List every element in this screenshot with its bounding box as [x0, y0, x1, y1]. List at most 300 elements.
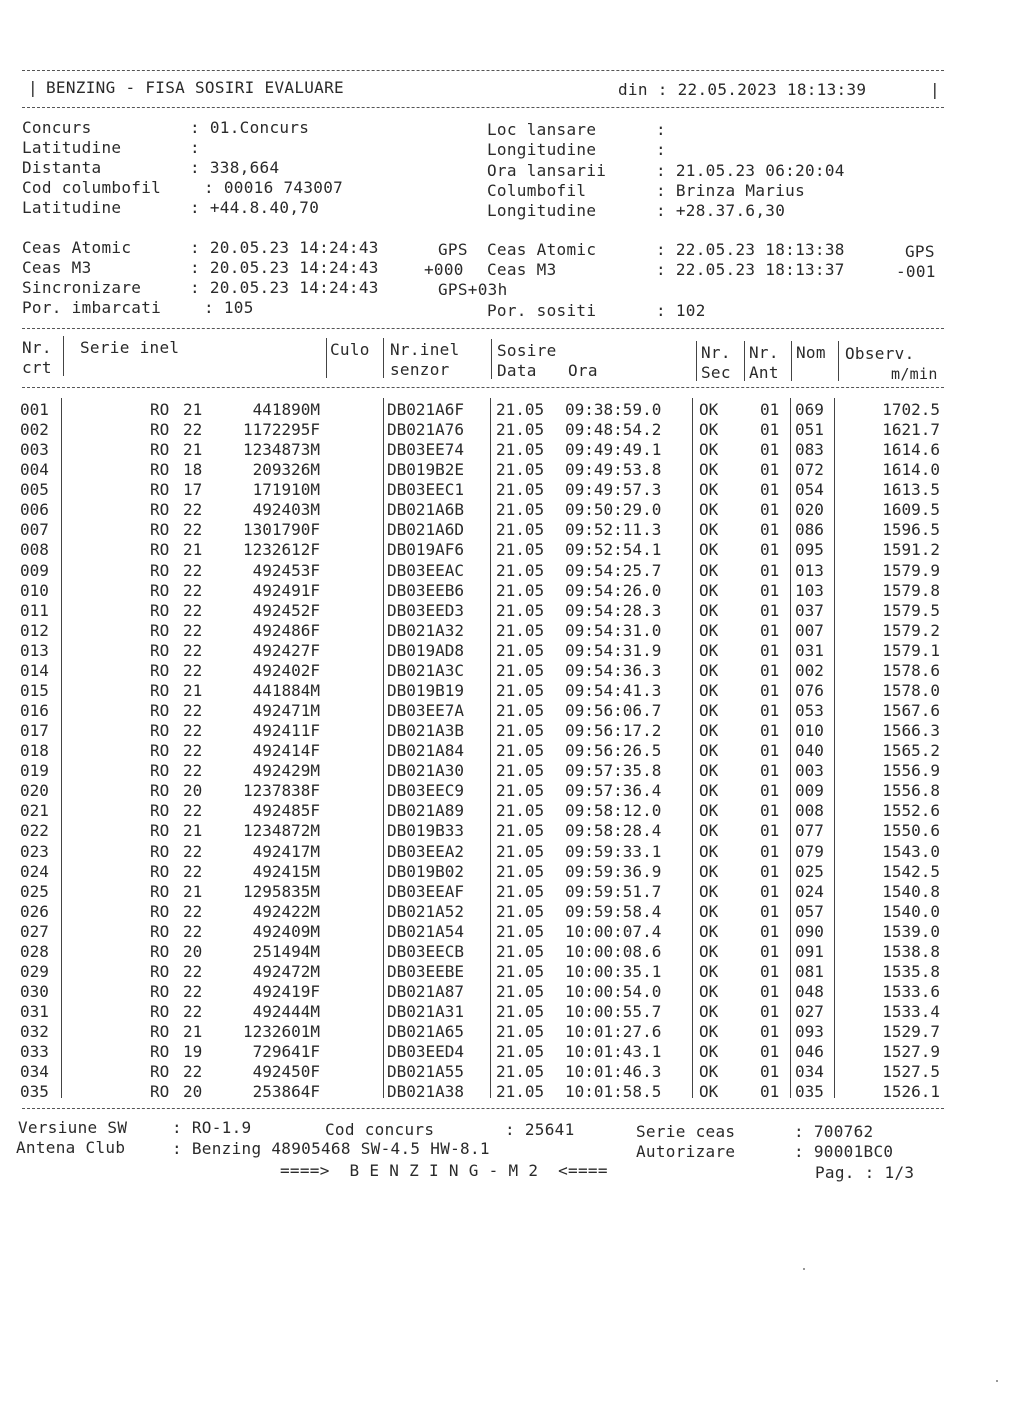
cell-country: RO — [150, 781, 170, 801]
cell-country: RO — [150, 680, 170, 700]
cell-ant: 01 — [760, 540, 780, 560]
cell-ring: 1232601M — [242, 1022, 320, 1042]
cell-date: 21.05 — [496, 420, 545, 440]
cell-sec: OK — [699, 861, 719, 881]
value-antena-club: Benzing 48905468 SW-4.5 HW-8.1 — [191, 1139, 490, 1158]
cell-year: 22 — [183, 640, 203, 660]
cell-speed: 1550.6 — [882, 821, 940, 841]
label-cod-columbofil: Cod columbofil — [22, 178, 162, 197]
cell-year: 22 — [183, 921, 203, 941]
cell-chip: DB021A6D — [387, 520, 465, 540]
cell-ant: 01 — [760, 620, 780, 640]
cell-nr: 018 — [20, 741, 49, 761]
cell-nr: 034 — [20, 1062, 49, 1082]
separator-top — [22, 70, 944, 71]
table-row — [0, 741, 1024, 761]
cell-ant: 01 — [760, 1002, 780, 1022]
cell-ant: 01 — [760, 781, 780, 801]
cell-chip: DB021A3B — [387, 721, 465, 741]
cell-year: 21 — [183, 881, 203, 901]
cell-speed: 1579.8 — [882, 580, 940, 600]
cell-year: 22 — [183, 701, 203, 721]
cell-time: 10:00:55.7 — [565, 1002, 662, 1022]
header-divider — [63, 336, 64, 376]
cell-date: 21.05 — [496, 1002, 545, 1022]
label-ora-lansarii: Ora lansarii — [487, 161, 607, 180]
cell-ant: 01 — [760, 520, 780, 540]
cell-nom: 048 — [795, 982, 824, 1002]
cell-chip: DB03EE74 — [387, 440, 465, 460]
cell-time: 10:01:58.5 — [565, 1082, 662, 1102]
footer-banner: ====> B E N Z I N G - M 2 <==== — [280, 1161, 608, 1180]
cell-chip: DB021A55 — [387, 1062, 465, 1082]
col-header-nr: Nr. — [22, 338, 52, 357]
cell-time: 09:50:29.0 — [565, 500, 662, 520]
table-row — [0, 842, 1024, 862]
cell-speed: 1621.7 — [882, 420, 940, 440]
value-por-sositi: 102 — [675, 301, 706, 320]
cell-sec: OK — [699, 1022, 719, 1042]
cell-chip: DB019AF6 — [387, 540, 465, 560]
value-distanta: 338,664 — [209, 158, 280, 177]
cell-nr: 010 — [20, 580, 49, 600]
cell-speed: 1535.8 — [882, 961, 940, 981]
cell-year: 21 — [183, 400, 203, 419]
cell-ring: 729641F — [252, 1042, 320, 1062]
cell-ring: 492414F — [252, 741, 320, 761]
cell-year: 17 — [183, 480, 203, 500]
cell-year: 21 — [183, 680, 203, 700]
cell-time: 09:49:49.1 — [565, 440, 662, 460]
cell-year: 21 — [183, 540, 203, 560]
cell-year: 18 — [183, 460, 203, 480]
cell-ring: 492486F — [252, 620, 320, 640]
cell-sec: OK — [699, 1082, 719, 1102]
cell-sec: OK — [699, 941, 719, 961]
header-bar-right: | — [930, 80, 940, 99]
cell-year: 22 — [183, 861, 203, 881]
cell-date: 21.05 — [496, 1022, 545, 1042]
cell-nr: 007 — [20, 520, 49, 540]
cell-nr: 009 — [20, 560, 49, 580]
cell-ant: 01 — [760, 480, 780, 500]
cell-chip: DB03EEAF — [387, 881, 465, 901]
cell-ring: 492472M — [252, 961, 320, 981]
cell-nom: 020 — [795, 500, 824, 520]
cell-ring: 492402F — [252, 660, 320, 680]
cell-date: 21.05 — [496, 901, 545, 921]
cell-ring: 1295835M — [242, 881, 320, 901]
cell-speed: 1565.2 — [882, 741, 940, 761]
cell-nom: 040 — [795, 741, 824, 761]
cell-country: RO — [150, 480, 170, 500]
table-row — [0, 1042, 1024, 1062]
cell-chip: DB03EE7A — [387, 701, 465, 721]
cell-speed: 1579.9 — [882, 560, 940, 580]
cell-chip: DB03EEBE — [387, 961, 465, 981]
cell-speed: 1609.5 — [882, 500, 940, 520]
cell-speed: 1567.6 — [882, 701, 940, 721]
suffix-sincronizare: GPS+03h — [438, 280, 508, 299]
cell-year: 19 — [183, 1042, 203, 1062]
cell-sec: OK — [699, 881, 719, 901]
table-row — [0, 1002, 1024, 1022]
table-row — [0, 761, 1024, 781]
cell-chip: DB019B33 — [387, 821, 465, 841]
cell-country: RO — [150, 982, 170, 1002]
cell-year: 21 — [183, 1022, 203, 1042]
cell-date: 21.05 — [496, 781, 545, 801]
cell-sec: OK — [699, 600, 719, 620]
cell-country: RO — [150, 560, 170, 580]
cell-nr: 020 — [20, 781, 49, 801]
cell-ring: 492429M — [252, 761, 320, 781]
table-row — [0, 540, 1024, 560]
table-row — [0, 801, 1024, 821]
cell-sec: OK — [699, 460, 719, 480]
scan-speck — [803, 1268, 805, 1270]
cell-country: RO — [150, 721, 170, 741]
cell-ring: 492444M — [252, 1002, 320, 1022]
cell-nom: 037 — [795, 600, 824, 620]
col-header-observ: Observ. — [845, 344, 915, 363]
col-header-nr-sec-2: Sec — [701, 363, 731, 382]
cell-nr: 032 — [20, 1022, 49, 1042]
cell-nom: 009 — [795, 781, 824, 801]
table-row — [0, 420, 1024, 440]
cell-nom: 051 — [795, 420, 824, 440]
header-divider — [326, 338, 327, 378]
cell-year: 22 — [183, 560, 203, 580]
cell-nom: 072 — [795, 460, 824, 480]
cell-sec: OK — [699, 761, 719, 781]
cell-year: 21 — [183, 821, 203, 841]
cell-nr: 001 — [20, 400, 49, 419]
cell-date: 21.05 — [496, 701, 545, 721]
value-sincronizare: 20.05.23 14:24:43 — [209, 278, 379, 297]
cell-country: RO — [150, 1002, 170, 1022]
cell-sec: OK — [699, 640, 719, 660]
cell-ant: 01 — [760, 701, 780, 721]
cell-sec: OK — [699, 520, 719, 540]
cell-time: 10:00:07.4 — [565, 921, 662, 941]
cell-sec: OK — [699, 821, 719, 841]
cell-nom: 077 — [795, 821, 824, 841]
col-header-senzor: senzor — [390, 360, 450, 379]
cell-time: 09:54:31.0 — [565, 620, 662, 640]
cell-year: 22 — [183, 420, 203, 440]
cell-time: 10:00:54.0 — [565, 982, 662, 1002]
cell-nr: 030 — [20, 982, 49, 1002]
cell-country: RO — [150, 801, 170, 821]
cell-chip: DB019B2E — [387, 460, 465, 480]
cell-speed: 1556.9 — [882, 761, 940, 781]
cell-nr: 023 — [20, 841, 49, 861]
cell-time: 09:57:36.4 — [565, 781, 662, 801]
table-row — [0, 942, 1024, 962]
cell-sec: OK — [699, 1002, 719, 1022]
cell-time: 09:54:28.3 — [565, 600, 662, 620]
cell-nr: 008 — [20, 540, 49, 560]
table-row — [0, 982, 1024, 1002]
label-autorizare: Autorizare — [636, 1142, 736, 1161]
table-row — [0, 520, 1024, 540]
cell-year: 22 — [183, 741, 203, 761]
cell-date: 21.05 — [496, 1082, 545, 1102]
cell-ring: 492491F — [252, 580, 320, 600]
cell-ring: 492403M — [252, 500, 320, 520]
label-longitudine-2: Longitudine — [487, 201, 597, 220]
cell-year: 21 — [183, 440, 203, 460]
cell-nom: 025 — [795, 861, 824, 881]
cell-time: 09:54:36.3 — [565, 660, 662, 680]
header-divider — [791, 341, 792, 381]
cell-ant: 01 — [760, 1022, 780, 1042]
cell-ring: 492471M — [252, 701, 320, 721]
value-ceas-atomic-right: 22.05.23 18:13:38 — [675, 240, 845, 259]
cell-speed: 1539.0 — [882, 921, 940, 941]
label-cod-concurs: Cod concurs — [325, 1120, 435, 1139]
cell-date: 21.05 — [496, 620, 545, 640]
cell-country: RO — [150, 660, 170, 680]
cell-ant: 01 — [760, 921, 780, 941]
col-header-data: Data — [497, 361, 537, 380]
cell-sec: OK — [699, 801, 719, 821]
cell-ant: 01 — [760, 941, 780, 961]
table-row — [0, 821, 1024, 841]
table-row — [0, 561, 1024, 581]
cell-ant: 01 — [760, 881, 780, 901]
cell-nr: 014 — [20, 660, 49, 680]
cell-date: 21.05 — [496, 982, 545, 1002]
cell-nom: 010 — [795, 721, 824, 741]
cell-ring: 1237838F — [242, 781, 320, 801]
label-longitudine: Longitudine — [487, 140, 597, 159]
cell-country: RO — [150, 741, 170, 761]
cell-sec: OK — [699, 540, 719, 560]
cell-speed: 1579.5 — [882, 600, 940, 620]
cell-ring: 1234872M — [242, 821, 320, 841]
cell-ant: 01 — [760, 660, 780, 680]
cell-time: 09:52:54.1 — [565, 540, 662, 560]
cell-ant: 01 — [760, 560, 780, 580]
cell-chip: DB03EEC1 — [387, 480, 465, 500]
cell-date: 21.05 — [496, 600, 545, 620]
cell-time: 10:01:27.6 — [565, 1022, 662, 1042]
cell-speed: 1538.8 — [882, 941, 940, 961]
table-row — [0, 721, 1024, 741]
cell-year: 22 — [183, 1062, 203, 1082]
col-header-m-min: m/min — [891, 365, 938, 383]
cell-ant: 01 — [760, 721, 780, 741]
cell-time: 09:49:53.8 — [565, 460, 662, 480]
cell-chip: DB021A87 — [387, 982, 465, 1002]
cell-nr: 033 — [20, 1042, 49, 1062]
value-cod-columbofil: 00016 743007 — [223, 178, 344, 197]
suffix-ceas-atomic: GPS — [438, 240, 468, 259]
cell-ring: 492419F — [252, 982, 320, 1002]
cell-country: RO — [150, 861, 170, 881]
cell-nom: 091 — [795, 941, 824, 961]
cell-year: 22 — [183, 761, 203, 781]
cell-nr: 027 — [20, 921, 49, 941]
cell-nr: 017 — [20, 721, 49, 741]
cell-speed: 1579.1 — [882, 640, 940, 660]
cell-year: 22 — [183, 500, 203, 520]
value-por-imbarcati: 105 — [223, 298, 254, 317]
cell-nom: 031 — [795, 640, 824, 660]
value-serie-ceas: 700762 — [813, 1122, 874, 1141]
cell-speed: 1614.6 — [882, 440, 940, 460]
cell-nom: 002 — [795, 660, 824, 680]
label-ceas-m3: Ceas M3 — [22, 258, 92, 277]
cell-ant: 01 — [760, 821, 780, 841]
cell-chip: DB021A30 — [387, 761, 465, 781]
cell-date: 21.05 — [496, 400, 545, 419]
cell-ring: 1232612F — [242, 540, 320, 560]
cell-chip: DB019AD8 — [387, 640, 465, 660]
table-row — [0, 581, 1024, 601]
cell-country: RO — [150, 1082, 170, 1102]
cell-speed: 1529.7 — [882, 1022, 940, 1042]
cell-ring: 1301790F — [242, 520, 320, 540]
cell-sec: OK — [699, 1062, 719, 1082]
cell-chip: DB021A54 — [387, 921, 465, 941]
value-ceas-m3: 20.05.23 14:24:43 — [209, 258, 379, 277]
header-divider — [744, 341, 745, 381]
value-pag: 1/3 — [884, 1163, 915, 1182]
cell-year: 22 — [183, 801, 203, 821]
cell-date: 21.05 — [496, 881, 545, 901]
cell-time: 09:59:51.7 — [565, 881, 662, 901]
cell-sec: OK — [699, 500, 719, 520]
cell-speed: 1527.5 — [882, 1062, 940, 1082]
table-row — [0, 781, 1024, 801]
cell-chip: DB021A84 — [387, 741, 465, 761]
cell-chip: DB021A52 — [387, 901, 465, 921]
value-autorizare: 90001BC0 — [813, 1142, 894, 1161]
cell-speed: 1578.6 — [882, 660, 940, 680]
value-ceas-atomic: 20.05.23 14:24:43 — [209, 238, 379, 257]
value-cod-concurs: 25641 — [524, 1120, 575, 1139]
cell-time: 09:38:59.0 — [565, 400, 662, 419]
cell-ring: 492422M — [252, 901, 320, 921]
col-header-nr-inel: Nr.inel — [390, 340, 460, 359]
cell-sec: OK — [699, 680, 719, 700]
table-row — [0, 1022, 1024, 1042]
cell-country: RO — [150, 901, 170, 921]
value-versiune-sw: RO-1.9 — [191, 1118, 252, 1137]
table-row — [0, 1082, 1024, 1102]
label-por-sositi: Por. sositi — [487, 301, 597, 320]
cell-sec: OK — [699, 781, 719, 801]
cell-sec: OK — [699, 560, 719, 580]
cell-speed: 1596.5 — [882, 520, 940, 540]
cell-ring: 492409M — [252, 921, 320, 941]
cell-nr: 016 — [20, 701, 49, 721]
col-header-crt: crt — [22, 358, 52, 377]
cell-nom: 103 — [795, 580, 824, 600]
cell-speed: 1543.0 — [882, 841, 940, 861]
cell-chip: DB03EEA2 — [387, 841, 465, 861]
table-row — [0, 641, 1024, 661]
label-pag: Pag. — [815, 1163, 855, 1182]
cell-country: RO — [150, 620, 170, 640]
cell-speed: 1566.3 — [882, 721, 940, 741]
label-antena-club: Antena Club — [16, 1138, 126, 1157]
label-serie-ceas: Serie ceas — [636, 1122, 736, 1141]
cell-ring: 492427F — [252, 640, 320, 660]
cell-nom: 046 — [795, 1042, 824, 1062]
cell-chip: DB021A89 — [387, 801, 465, 821]
cell-year: 22 — [183, 660, 203, 680]
cell-nom: 054 — [795, 480, 824, 500]
cell-chip: DB021A3C — [387, 660, 465, 680]
cell-country: RO — [150, 921, 170, 941]
cell-year: 20 — [183, 941, 203, 961]
cell-ant: 01 — [760, 1082, 780, 1102]
cell-nr: 003 — [20, 440, 49, 460]
cell-chip: DB021A6F — [387, 400, 465, 419]
cell-sec: OK — [699, 420, 719, 440]
cell-sec: OK — [699, 921, 719, 941]
label-ceas-atomic: Ceas Atomic — [22, 238, 132, 257]
cell-year: 20 — [183, 781, 203, 801]
cell-year: 22 — [183, 901, 203, 921]
cell-ring: 492417M — [252, 841, 320, 861]
cell-date: 21.05 — [496, 1042, 545, 1062]
separator-columns — [22, 387, 944, 388]
col-header-serie-inel: Serie inel — [80, 338, 180, 357]
cell-ring: 492485F — [252, 801, 320, 821]
cell-time: 09:56:26.5 — [565, 741, 662, 761]
cell-chip: DB03EED4 — [387, 1042, 465, 1062]
cell-date: 21.05 — [496, 821, 545, 841]
cell-date: 21.05 — [496, 540, 545, 560]
cell-time: 09:59:36.9 — [565, 861, 662, 881]
cell-time: 09:54:26.0 — [565, 580, 662, 600]
table-row — [0, 922, 1024, 942]
table-row — [0, 500, 1024, 520]
cell-ring: 492415M — [252, 861, 320, 881]
cell-speed: 1526.1 — [882, 1082, 940, 1102]
cell-time: 10:01:46.3 — [565, 1062, 662, 1082]
cell-nom: 053 — [795, 701, 824, 721]
table-row — [0, 460, 1024, 480]
cell-nom: 057 — [795, 901, 824, 921]
cell-sec: OK — [699, 1042, 719, 1062]
cell-date: 21.05 — [496, 680, 545, 700]
cell-chip: DB021A32 — [387, 620, 465, 640]
cell-country: RO — [150, 400, 170, 419]
table-row — [0, 701, 1024, 721]
cell-time: 09:54:31.9 — [565, 640, 662, 660]
cell-date: 21.05 — [496, 1062, 545, 1082]
cell-ant: 01 — [760, 640, 780, 660]
cell-ant: 01 — [760, 841, 780, 861]
cell-ring: 253864F — [252, 1082, 320, 1102]
cell-year: 20 — [183, 1082, 203, 1102]
cell-time: 09:56:06.7 — [565, 701, 662, 721]
header-divider — [838, 341, 839, 381]
cell-nom: 086 — [795, 520, 824, 540]
cell-sec: OK — [699, 480, 719, 500]
cell-nr: 025 — [20, 881, 49, 901]
cell-country: RO — [150, 821, 170, 841]
cell-chip: DB021A38 — [387, 1082, 465, 1102]
cell-ring: 492452F — [252, 600, 320, 620]
cell-date: 21.05 — [496, 460, 545, 480]
